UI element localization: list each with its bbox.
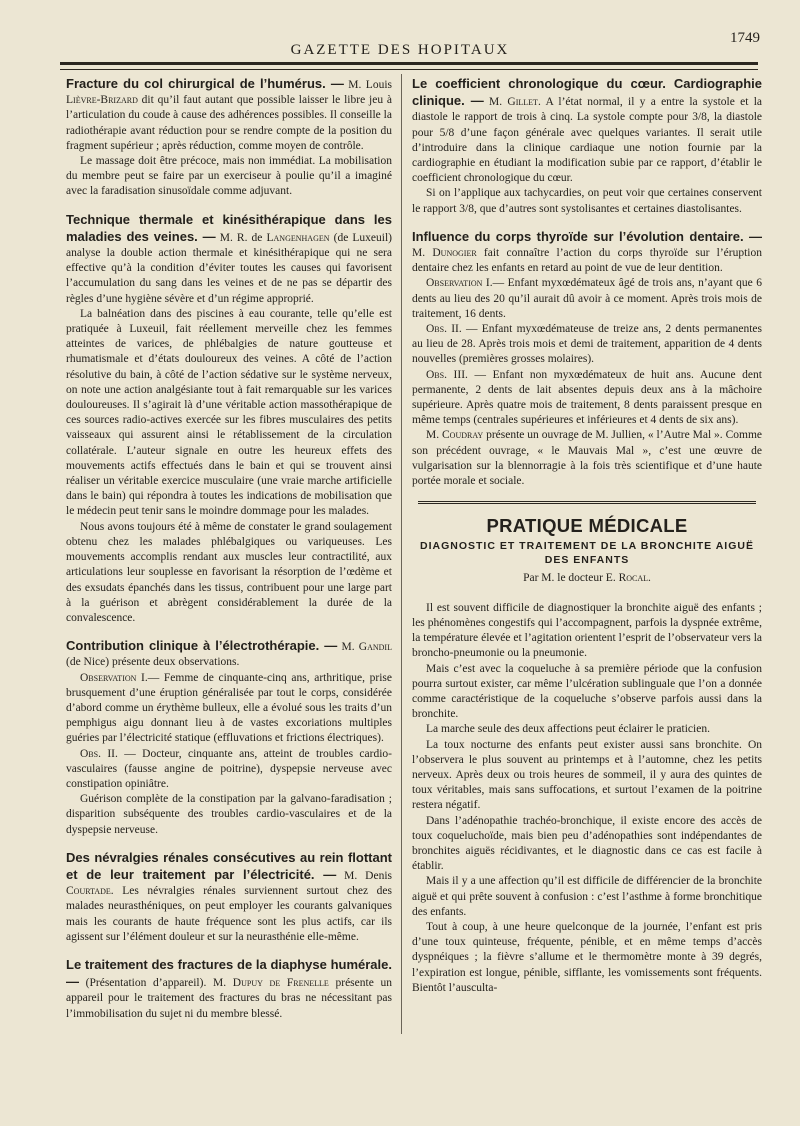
article-paragraph: Il est souvent difficile de diagnostiquer la bronchite aiguë des enfants ; les phénomènes congestifs qui l’accompagnent, parfois la dyspnée extrême, la température élevée et l’agitation orientent l’esprit de l’observateur vers la broncho-pneumonie ou la pneumonie. <box>412 601 762 660</box>
article-text: (de Nice) présente deux observations. <box>66 656 240 669</box>
article-nevralgies-renales <box>66 850 392 945</box>
article-paragraph <box>66 850 392 945</box>
article-text: présente un appareil pour le traitement des fractures du bras ne nécessitant pas l’immobilisation du sujet ni du membre blessé. <box>66 977 392 1020</box>
article-paragraph: Si on l’applique aux tachycardies, on peut voir que certaines conservent le rapport 3/8, que d’autres sont systolisantes et certaines diastolisantes. <box>412 187 762 215</box>
article-paragraph: Tout à coup, à une heure quelconque de la journée, l’enfant est pris d’une toux quinteuse, fréquente, pénible, et en même temps d’accès dyspnéiques ; la fièvre s’allume et le thermomètre monte à 39 degrés, l’expiration est longue, pénible, sifflante, les vomissements sont fréquents. Bientôt l’ausculta- <box>412 920 762 994</box>
article-paragraph <box>66 638 392 670</box>
author-name: Gillet <box>507 96 538 109</box>
observation-text: — Enfant myxœdémateuse de treize ans, 2 dents permanentes au lieu de 28. Après trois mois et demi de traitement, apparition de 4 dents nouvelles (premières grosses molaires). <box>412 323 762 366</box>
author-name: Dupuy de Frenelle <box>232 977 329 990</box>
running-header: GAZETTE DES HOPITAUX <box>290 42 510 58</box>
observation-label: Observation I. <box>426 277 493 290</box>
observation-paragraph <box>412 322 762 368</box>
observation-label: Obs. III. <box>426 368 468 381</box>
article-paragraph: Mais c’est avec la coqueluche à sa première période que la confusion pourra surtout exister, car même l’ulcération sublinguale que l’on a donnée comme caractéristique de la coqueluche s’observe parfois aussi dans la bronchite. <box>412 662 762 721</box>
article-lead: M. Louis <box>343 79 392 91</box>
article-title: Influence du corps thyroïde sur l’évolution dentaire. — <box>412 228 762 244</box>
article-title: Le coefficient chronologique du cœur. Cardiographie clinique. — <box>412 76 762 109</box>
observation-text: — Enfant non myxœdémateux de huit ans. Aucune dent permanente, 2 dents de lait absentes depuis deux ans à la mâchoire supérieure. Après quatre mois de traitement, 8 dents paraissent presque en même temps (centrales supérieures et inférieures et 4 dents de six ans). <box>412 368 762 427</box>
article-title: Contribution clinique à l’électrothérapie. — <box>66 638 338 654</box>
article-corps-thyroide <box>412 229 762 489</box>
observation-paragraph <box>66 671 392 747</box>
observation-label: Obs. II. <box>426 323 462 336</box>
section-pratique-medicale <box>412 515 762 996</box>
article-title: Des névralgies rénales consécutives au rein flottant et de leur traitement par l’électricité. — <box>66 849 392 882</box>
article-text: dit qu’il faut autant que possible laisser le libre jeu à l’articulation du coude à cause des adhérences possibles. Il conseille la radiothérapie avant réduction pour se rendre compte de la position du fragment supérieur ; après réduction, comme moyen de contrôle. <box>66 94 392 152</box>
byline-lead: Par M. le docteur E. <box>523 572 619 585</box>
article-lead: (Présentation d’appareil). M. <box>79 977 233 990</box>
section-title: PRATIQUE MÉDICALE <box>486 515 688 537</box>
article-coefficient-coeur <box>412 76 762 217</box>
article-subtitle: DIAGNOSTIC ET TRAITEMENT DE LA BRONCHITE AIGUË DES ENFANTS <box>420 540 754 567</box>
article-lead: M. Denis <box>336 869 392 882</box>
right-column <box>412 76 762 1106</box>
article-paragraph <box>412 229 762 277</box>
article-paragraph: Mais il y a une affection qu’il est difficile de différencier de la bronchite aiguë et qui prête souvent à confusion : c’est l’asthme à forme bronchitique des enfants. <box>412 875 762 918</box>
article-paragraph: Nous avons toujours été à même de constater le grand soulagement obtenu chez les malades phlébalgiques ou variqueuses. Les mouvements accomplis rendant aux muscles leur contractilité, aux articulations leur souplesse en favorisant la résorption de l’œdème et des exsudats épanchés dans les tissus, contribuent pour une large part à la guérison et abrègent considérablement la durée de la convalescence. <box>66 520 392 624</box>
article-paragraph: Dans l’adénopathie trachéo-bronchique, il existe encore des accès de toux coqueluchoïde, mais bien peu d’adénopathies sont indépendantes de bronchites aiguës récidivantes, et le diagnostic dans ce cas est facile à établir. <box>412 814 762 873</box>
article-paragraph: La marche seule des deux affections peut éclairer le praticien. <box>426 723 710 736</box>
author-name: Langenhagen <box>266 231 330 244</box>
article-lead: M. <box>426 429 443 442</box>
byline <box>412 571 762 586</box>
author-name: Lièvre-Brizard <box>66 94 138 107</box>
byline-end: . <box>648 572 651 585</box>
author-name: Rocal <box>618 572 649 585</box>
article-lead: M. <box>337 641 359 654</box>
page-number: 1749 <box>730 30 760 46</box>
article-paragraph <box>66 212 392 307</box>
observation-text: — Docteur, cinquante ans, atteint de troubles cardio-vasculaires (fausse angine de poitrine), dyspepsie nerveuse avec constipation opiniâtre. <box>66 747 392 790</box>
section-separator <box>418 501 756 506</box>
article-text: (de Luxeuil) analyse la double action thermale et kinésithérapique qui ne sera effective qu’à la condition d’éviter toutes les causes qui favorisent l’accumulation du sang dans les veines et de ne pas se départir des règles d’une hygiène sévère et d’un régime approprié. <box>66 231 392 305</box>
author-name: Dunogier <box>432 247 477 260</box>
article-text: . Les névralgies rénales surviennent surtout chez des malades neurasthéniques, on peut employer les courants galvaniques mais les courants de haute fréquence sont les plus actifs, car ils agissent sur l’élément douleur et sur la neurasthénie elle-même. <box>66 885 392 943</box>
observation-paragraph <box>412 368 762 429</box>
article-paragraph <box>412 428 762 489</box>
column-separator <box>401 74 402 1034</box>
article-paragraph: La toux nocturne des enfants peut exister aussi sans bronchite. On l’observera le plus souvent au printemps et à l’automne, chez les petits nerveux. Après deux ou trois heures de sommeil, il y aura des quintes de toux véritables, mais sans suffocations, et surtout l’examen de la poitrine restera négatif. <box>412 738 762 812</box>
article-lead: M. <box>412 247 433 260</box>
article-title: Fracture du col chirurgical de l’humérus. — <box>66 76 344 91</box>
observation-text: — Enfant myxœdémateux âgé de trois ans, n’ayant que 6 dents au lieu des 20 qu’il aurait dû avoir à ce moment. Après trois mois de traitement, 16 dents. <box>412 277 762 320</box>
author-name: Gandil <box>358 641 392 654</box>
article-title: Technique thermale et kinésithérapique dans les maladies des veines. — <box>66 211 392 244</box>
observation-paragraph <box>66 747 392 793</box>
article-text: . A l’état normal, il y a entre la systole et la diastole le rapport de trois à cinq. La systole compte pour 3/8, la diastole pour 5/8 d’une façon générale avec quelques variantes. Il serait utile d’introduire dans la clinique cardiaque une notion fournie par la cardiographie en étudiant la modification subie par ce rapport, d’établir le coefficient chronologique du cœur. <box>412 96 762 185</box>
article-lead: M. <box>483 96 508 109</box>
article-electrotherapie <box>66 638 392 838</box>
article-fractures-diaphyse <box>66 957 392 1022</box>
article-fracture-col <box>66 76 392 200</box>
article-technique-thermale <box>66 212 392 626</box>
article-text: présente un ouvrage de M. Jullien, « l’Autre Mal ». Comme son précédent ouvrage, « le Mauvais Mal », c’est une œuvre de vulgarisation sur la blennorragie à la fois très scientifique et d’une haute portée morale et sociale. <box>412 429 762 488</box>
header-rule-thick <box>60 62 758 65</box>
article-paragraph: La balnéation dans des piscines à eau courante, telle qu’elle est pratiquée à Luxeuil, fait réellement merveille chez les femmes atteintes de varices, de phlébalgies de nature goutteuse et rhumatismale et d’états douloureux des veines. A côté de l’action résolutive du bain, à côté de l’action sédative sur le système nerveux, on note une action analgésiante tout à fait remarquable sur les varices douloureuses. Il s’agirait là d’une véritable action massothérapique de ces sources radio-actives exercée sur les fibres musculaires des petits vaisseaux qui assurent ainsi le rétablissement de la circulation collatérale. L’auteur signale en outre les heureux effets des mouvements actifs effectués dans le bain et qui se trouvent ainsi réaliser un véritable exercice musculaire (une vraie marche artificielle dans le bain) qui répondra à toutes les indications de mobilisation que le médecin peut tenir sans le moindre dommage pour les malades. <box>66 307 392 518</box>
observation-paragraph <box>412 276 762 322</box>
observation-label: Observation I. <box>80 671 148 684</box>
article-lead: M. R. de <box>215 231 267 244</box>
article-paragraph <box>66 76 392 154</box>
observation-label: Obs. II. <box>80 747 118 760</box>
article-paragraph: Le massage doit être précoce, mais non immédiat. La mobilisation du membre peut se faire par un exerciseur à poulie qu’il a imaginé avec la faradisation sinusoïdale comme adjuvant. <box>66 155 392 198</box>
observation-text: — Femme de cinquante-cinq ans, arthritique, prise brusquement d’une éruption généralisée par tout le corps, considérée d’abord comme un érythème bulleux, elle a évolué sous les traits d’un pemphigus aigu donnant lieu à de vastes excoriations multiples guéries par l’électricité statique (effluvations et frictions électriques). <box>66 671 392 745</box>
left-column <box>66 76 392 1106</box>
header-rule-thin <box>60 69 758 70</box>
article-paragraph <box>412 76 762 186</box>
article-title: Le traitement des fractures de la diaphyse humérale. — <box>66 956 392 990</box>
article-paragraph <box>66 957 392 1022</box>
article-text: fait connaître l’action du corps thyroïde sur l’éruption dentaire chez les enfants en retard au point de vue de leur dentition. <box>412 247 762 275</box>
author-name: Coudray <box>442 429 484 442</box>
article-paragraph: Guérison complète de la constipation par la galvano-faradisation ; disparition subséquente des troubles cardio-vasculaires et de la dyspepsie nerveuse. <box>66 793 392 836</box>
author-name: Courtade <box>66 885 111 898</box>
